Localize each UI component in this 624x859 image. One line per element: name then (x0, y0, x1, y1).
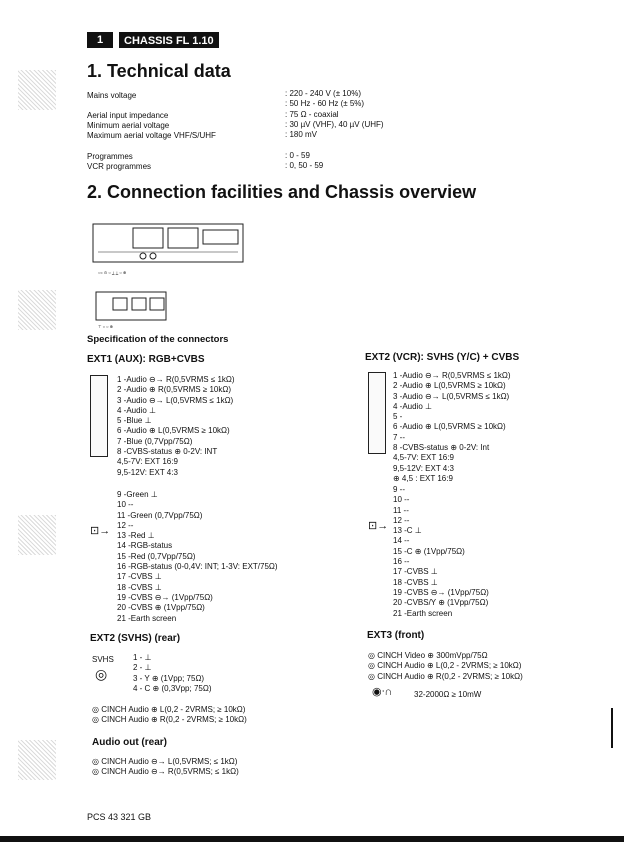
ext2-title: EXT2 (VCR): SVHS (Y/C) + CVBS (365, 352, 520, 363)
ext2-pin-list-2 (393, 485, 489, 619)
spec-value: : 75 Ω - coaxial (285, 110, 339, 119)
scan-artifact (18, 515, 56, 555)
spec-value: : 50 Hz - 60 Hz (± 5%) (285, 99, 365, 108)
pin-row: 11 -Green (0,7Vpp/75Ω) (117, 510, 203, 520)
ext1-pin-list-2 (117, 490, 278, 624)
pin-row: 21 -Earth screen (117, 613, 177, 623)
pin-row: 11 -- (393, 505, 409, 515)
section2-title: 2. Connection facilities and Chassis overview (87, 182, 477, 202)
margin-mark (611, 708, 613, 748)
pin-row: 8 -CVBS-status ⊕ 0-2V: Int (393, 443, 490, 453)
pin-row: 1 - ⊥ (133, 653, 152, 662)
pin-row: 17 -CVBS ⊥ (393, 567, 438, 577)
diagram-label: ○= ⊙ ○ ⟂ ⟂ ○ ⊕ (98, 270, 127, 275)
pin-row: 16 -RGB-status (0-0,4V: INT; 1-3V: EXT/75Ω) (117, 562, 278, 572)
front-panel-outline (96, 292, 166, 320)
chassis-title: CHASSIS FL 1.10 (119, 32, 219, 48)
ext2-svhs-title: EXT2 (SVHS) (rear) (90, 633, 181, 644)
svhs-cinch-list (92, 705, 247, 726)
pin-row: 15 -C ⊕ (1Vpp/75Ω) (393, 546, 465, 556)
pin-row: 7 -Blue (0,7Vpp/75Ω) (117, 436, 193, 446)
cinch-row: ◎ CINCH Audio ⊖→ R(0,5VRMS; ≤ 1kΩ) (92, 767, 239, 777)
cinch-row: ◎ CINCH Audio ⊕ L(0,2 - 2VRMS; ≥ 10kΩ) (368, 661, 522, 671)
spec-value: : 0 - 59 (285, 151, 310, 160)
spec-value: : 30 µV (VHF), 40 µV (UHF) (285, 120, 384, 129)
audio-out-list (92, 757, 239, 778)
pin-row: 20 -CVBS/Y ⊕ (1Vpp/75Ω) (393, 598, 489, 608)
footer-code: PCS 43 321 GB (87, 812, 152, 822)
cinch-row: ◎ CINCH Video ⊕ 300mVpp/75Ω (368, 651, 488, 660)
spec-value: : 220 - 240 V (± 10%) (285, 89, 361, 98)
pin-row: 6 -Audio ⊕ L(0,5VRMS ≥ 10kΩ) (117, 426, 230, 436)
pin-row: 3 -Audio ⊖→ L(0,5VRMS ≤ 1kΩ) (117, 395, 234, 405)
pin-row: 18 -CVBS ⊥ (117, 582, 162, 592)
pin-row: 2 -Audio ⊕ R(0,5VRMS ≥ 10kΩ) (117, 385, 231, 395)
cinch-row: ◎ CINCH Audio ⊖→ L(0,5VRMS; ≤ 1kΩ) (92, 757, 238, 766)
ext3-cinch-list (368, 651, 523, 682)
ext3-title: EXT3 (front) (367, 630, 425, 641)
scart-arrow-icon: ⊡→ (90, 525, 111, 537)
pin-row: 20 -CVBS ⊕ (1Vpp/75Ω) (117, 603, 205, 613)
pin-row: 9 -- (393, 485, 405, 494)
pin-row: 9,5-12V: EXT 4:3 (117, 467, 178, 477)
pin-row: 3 -Audio ⊖→ L(0,5VRMS ≤ 1kΩ) (393, 391, 510, 401)
scart-connector-icon (133, 228, 163, 248)
cinch-socket-icon (150, 253, 156, 259)
pin-row: 4,5-7V: EXT 16:9 (117, 457, 178, 467)
pin-row: 18 -CVBS ⊥ (393, 577, 438, 587)
svhs-pin-list (133, 653, 212, 694)
ext1-pin-list (117, 375, 235, 478)
pin-row: 19 -CVBS ⊖→ (1Vpp/75Ω) (393, 587, 489, 597)
pin-row: 4 - C ⊕ (0,3Vpp; 75Ω) (133, 683, 212, 693)
pin-row: 16 -- (393, 557, 410, 567)
pin-row: 13 -Red ⊥ (117, 531, 155, 541)
scart-connector-icon (168, 228, 198, 248)
scart-connector-icon (90, 375, 108, 457)
spec-label: VCR programmes (87, 162, 152, 171)
pin-row: 9 -Green ⊥ (117, 490, 158, 499)
pin-row: 8 -CVBS-status ⊕ 0-2V: INT (117, 447, 218, 457)
chapter-header (87, 32, 219, 48)
pin-row: 17 -CVBS ⊥ (117, 572, 162, 582)
pin-row: 10 -- (393, 495, 410, 505)
pin-row: 19 -CVBS ⊖→ (1Vpp/75Ω) (117, 592, 213, 602)
cinch-row: ◎ CINCH Audio ⊕ R(0,2 - 2VRMS; ≥ 10kΩ) (92, 715, 247, 725)
audio-out-title: Audio out (rear) (92, 737, 167, 748)
chapter-number: 1 (87, 32, 113, 48)
pin-row: 15 -Red (0,7Vpp/75Ω) (117, 551, 196, 561)
cinch-row: ◎ CINCH Audio ⊕ L(0,2 - 2VRMS; ≥ 10kΩ) (92, 705, 246, 714)
spec-value: : 0, 50 - 59 (285, 161, 324, 170)
scan-artifact (18, 70, 56, 110)
cinch-row: ◎ CINCH Audio ⊕ R(0,2 - 2VRMS; ≥ 10kΩ) (368, 671, 523, 681)
pin-row: 7 -- (393, 432, 405, 442)
scart-arrow-icon: ⊡→ (368, 520, 389, 532)
spec-label: Programmes (87, 152, 133, 161)
scan-artifact (18, 740, 56, 780)
pin-row: 14 -RGB-status (117, 541, 173, 551)
spec-label: Minimum aerial voltage (87, 121, 170, 130)
connector-block-icon (203, 230, 238, 244)
pin-row: 5 - (393, 412, 403, 422)
pin-row: 6 -Audio ⊕ L(0,5VRMS ≥ 10kΩ) (393, 422, 506, 432)
diagram-label: ⊤ ○ ○ ⊕ (98, 324, 114, 329)
pin-row: 10 -- (117, 500, 134, 510)
pin-row: 4 -Audio ⊥ (393, 401, 432, 411)
spec-value: : 180 mV (285, 130, 318, 139)
pin-row: 12 -- (393, 515, 410, 525)
pin-row: 1 -Audio ⊖→ R(0,5VRMS ≤ 1kΩ) (117, 375, 235, 384)
pin-row: 9,5-12V: EXT 4:3 (393, 463, 454, 473)
spec-label: Aerial input impedance (87, 111, 169, 120)
pin-row: 13 -C ⊥ (393, 526, 422, 536)
scart-connector-icon (368, 372, 386, 454)
ext1-title: EXT1 (AUX): RGB+CVBS (87, 354, 205, 365)
pin-row: 14 -- (393, 536, 410, 546)
pin-row: 3 - Y ⊕ (1Vpp; 75Ω) (133, 673, 205, 683)
section1-title: 1. Technical data (87, 61, 231, 81)
chassis-overview-diagram (88, 212, 288, 332)
pin-row: 4,5-7V: EXT 16:9 (393, 453, 454, 463)
pin-row: 1 -Audio ⊖→ R(0,5VRMS ≤ 1kΩ) (393, 371, 511, 380)
cinch-socket-icon (140, 253, 146, 259)
pin-row: 5 -Blue ⊥ (117, 416, 152, 426)
pin-row: 21 -Earth screen (393, 608, 453, 618)
scan-artifact (18, 290, 56, 330)
pin-row: 2 - ⊥ (133, 663, 152, 673)
spec-label: Maximum aerial voltage VHF/S/UHF (87, 131, 216, 140)
spec-label: Mains voltage (87, 91, 137, 100)
connector-spec-title: Specification of the connectors (87, 334, 229, 345)
pin-row: ⊕ 4,5 : EXT 16:9 (393, 473, 453, 483)
headphone-icon: ◉ᐧ∩ (372, 686, 393, 698)
svhs-socket-icon: ◎ (95, 666, 108, 682)
bottom-rule (0, 836, 624, 842)
svhs-label: SVHS (92, 655, 114, 664)
ext2-pin-list (393, 371, 511, 484)
pin-row: 2 -Audio ⊕ L(0,5VRMS ≥ 10kΩ) (393, 381, 506, 391)
headphone-spec: 32-2000Ω ≥ 10mW (414, 690, 482, 699)
pin-row: 12 -- (117, 520, 134, 530)
pin-row: 4 -Audio ⊥ (117, 405, 156, 415)
